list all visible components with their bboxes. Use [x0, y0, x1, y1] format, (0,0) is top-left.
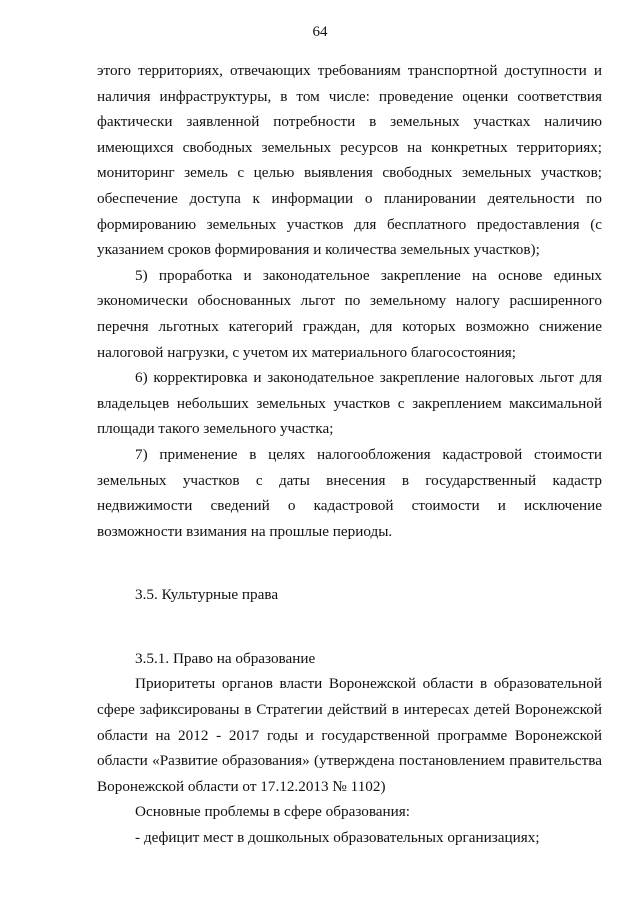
section-heading: 3.5. Культурные права	[135, 586, 279, 604]
paragraph-problems: Основные проблемы в сфере образования:	[135, 803, 411, 821]
page-number: 64	[312, 24, 328, 40]
spacer	[97, 544, 602, 582]
subsection-heading: 3.5.1. Право на образование	[135, 649, 316, 667]
list-item-deficit: - дефицит мест в дошкольных образовательных организациях;	[135, 829, 540, 847]
paragraph-priorities: Приоритеты органов власти Воронежской области в образовательной сфере зафиксированы в Стратегии действий в интересах детей Воронежской области на 2012 - 2017 годы и государственной программе Воронежской области «Развитие образования» (утверждена постановлением правительства Воронежской области от 17.12.2013 № 1102)	[97, 675, 602, 795]
list-item-6: 6) корректировка и законодательное закрепление налоговых льгот для владельцев небольших земельных участков с закреплением максимальной площади такого земельного участка;	[97, 369, 602, 438]
list-item-5: 5) проработка и законодательное закрепление на основе единых экономически обоснованных льгот по земельному налогу расширенного перечня льготных категорий граждан, для которых возможно снижение налоговой нагрузки, с учетом их материального благосостояния;	[97, 266, 602, 361]
spacer	[97, 608, 602, 646]
paragraph-continuation: этого территориях, отвечающих требованиям транспортной доступности и наличия инфраструктуры, в том числе: проведение оценки соответствия фактически заявленной потребности в земельных участках наличию имеющихся свободных земельных ресурсов на конкретных территориях; мониторинг земель с целью выявления свободных земельных участков; обеспечение доступа к информации о планировании деятельности по формированию земельных участков для бесплатного предоставления (с указанием сроков формирования и количества земельных участков);	[97, 62, 602, 259]
document-body	[97, 58, 602, 851]
list-item-7: 7) применение в целях налогообложения кадастровой стоимости земельных участков с даты внесения в государственный кадастр недвижимости сведений о кадастровой стоимости и исключение возможности взимания на прошлые периоды.	[97, 445, 602, 540]
